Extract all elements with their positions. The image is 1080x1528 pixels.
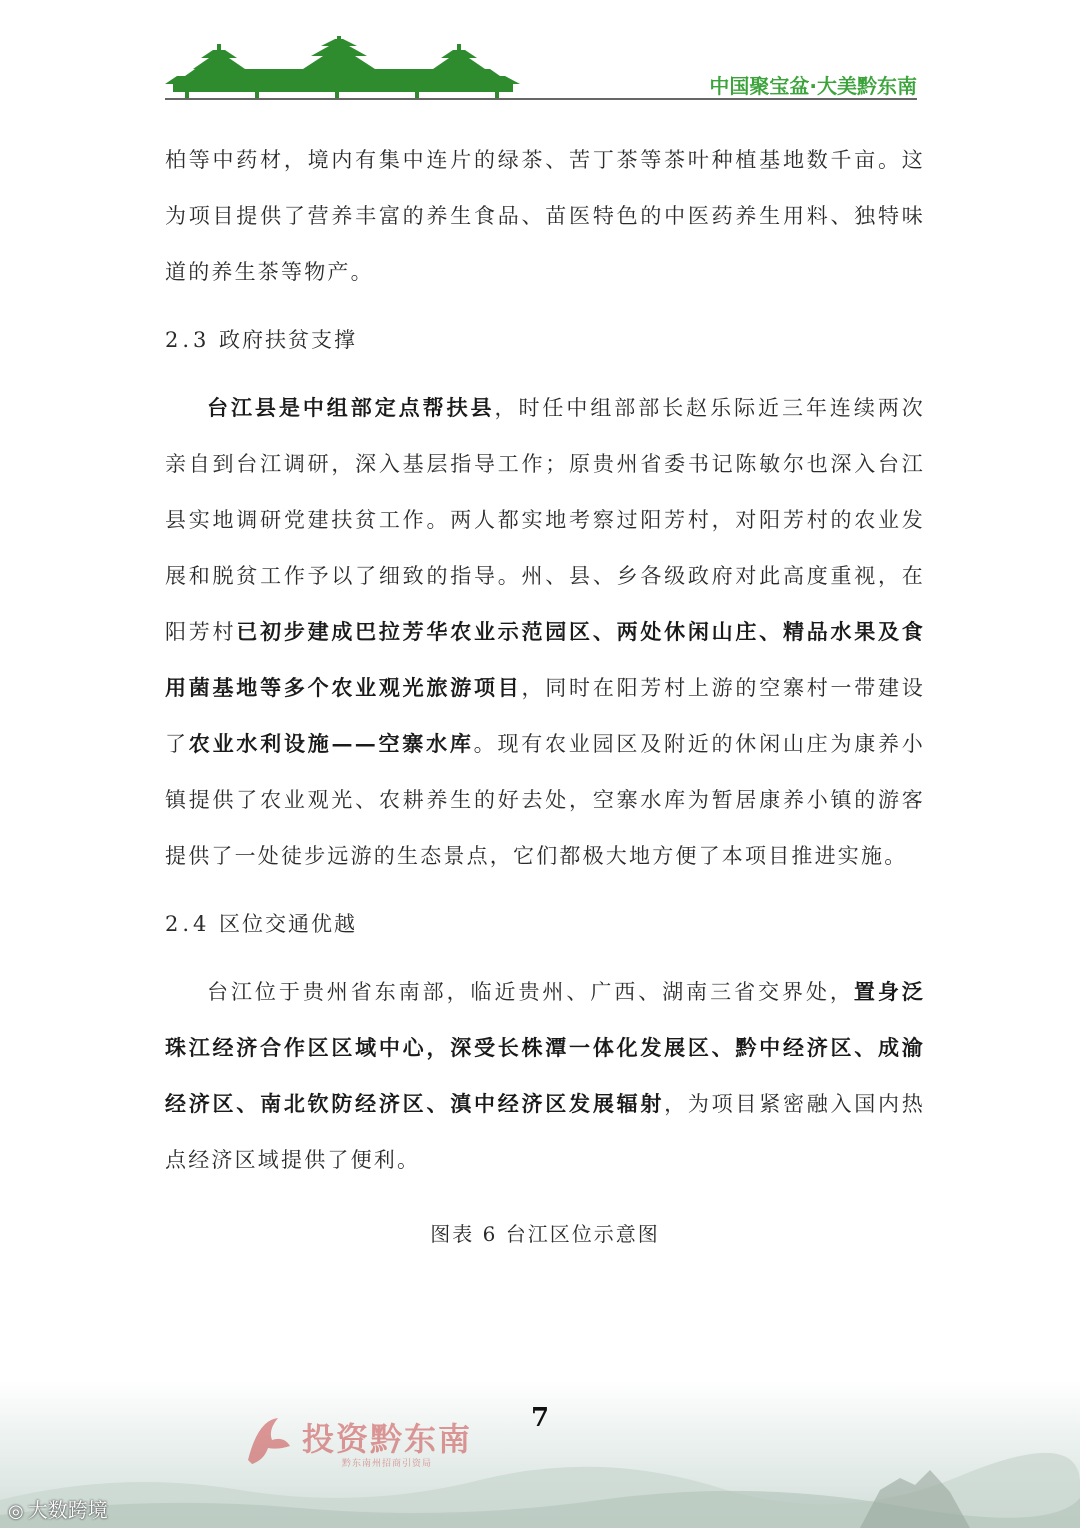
section-number: 2.4	[165, 912, 211, 936]
page-header	[165, 36, 917, 100]
section-title: 政府扶贫支撑	[219, 328, 357, 352]
body-text: ，时任中组部部长赵乐际近三年连续两次亲自到台江调研，深入基层指导工作；原贵州省委书记陈敏尔也深入台江县实地调研党建扶贫工作。两人都实地考察过阳芳村，对阳芳村的农业发展和脱贫工作予以了细致的指导。州、县、乡各级政府对此高度重视，在阳芳村	[165, 396, 925, 644]
body-text: 。现有农业园区及附近的休闲山庄为康养小镇提供了农业观光、农耕养生的好去处，空寨水库为暂居康养小镇的游客提供了一处徒步远游的生态景点，它们都极大地方便了本项目推进实施。	[165, 732, 926, 868]
watermark-text: 大数跨境	[27, 1498, 108, 1522]
body-text: ，为项目紧密融入国内热点经济区域提供了便利。	[165, 1092, 925, 1172]
header-slogan: 中国聚宝盆·大美黔东南	[709, 74, 917, 98]
figure-caption: 图表 6 台江区位示意图	[430, 1222, 660, 1246]
section-title: 区位交通优越	[219, 912, 357, 936]
section-heading-2-3	[165, 312, 925, 368]
body-text: 台江位于贵州省东南部，临近贵州、广西、湖南三省交界处，	[207, 980, 854, 1004]
body-text: ，同时在阳芳村上游的空寨村一带建设了	[165, 676, 925, 756]
logo-tagline: 黔东南州招商引资局	[342, 1459, 433, 1469]
bold-text: 台江县是中组部定点帮扶县	[207, 395, 495, 420]
section-number: 2.3	[165, 328, 211, 352]
weibo-icon: ◎	[8, 1501, 24, 1522]
bold-text: 农业水利设施——空寨水库	[188, 731, 474, 756]
paragraph-location	[165, 964, 925, 1188]
section-heading-2-4	[165, 896, 925, 952]
paragraph-intro: 柏等中药材，境内有集中连片的绿茶、苦丁茶等茶叶种植基地数千亩。这为项目提供了营养丰富的养生食品、苗医特色的中医药养生用料、独特味道的养生茶等物产。	[165, 148, 925, 284]
header-rule	[165, 98, 917, 100]
logo-text: 投资黔东南	[302, 1420, 473, 1458]
pavilion-roof-icon	[165, 36, 525, 100]
bold-text: 置身泛珠江经济合作区区域中心，深受长株潭一体化发展区、黔中经济区、成渝经济区、南北钦防经济区、滇中经济区发展辐射	[165, 979, 925, 1116]
paragraph-government-support	[165, 380, 925, 884]
bold-text: 已初步建成巴拉芳华农业示范园区、两处休闲山庄、精品水果及食用菌基地等多个农业观光旅游项目	[165, 619, 925, 700]
watermark	[8, 1494, 108, 1523]
page-number: 7	[530, 1403, 550, 1433]
document-body	[165, 132, 925, 1247]
